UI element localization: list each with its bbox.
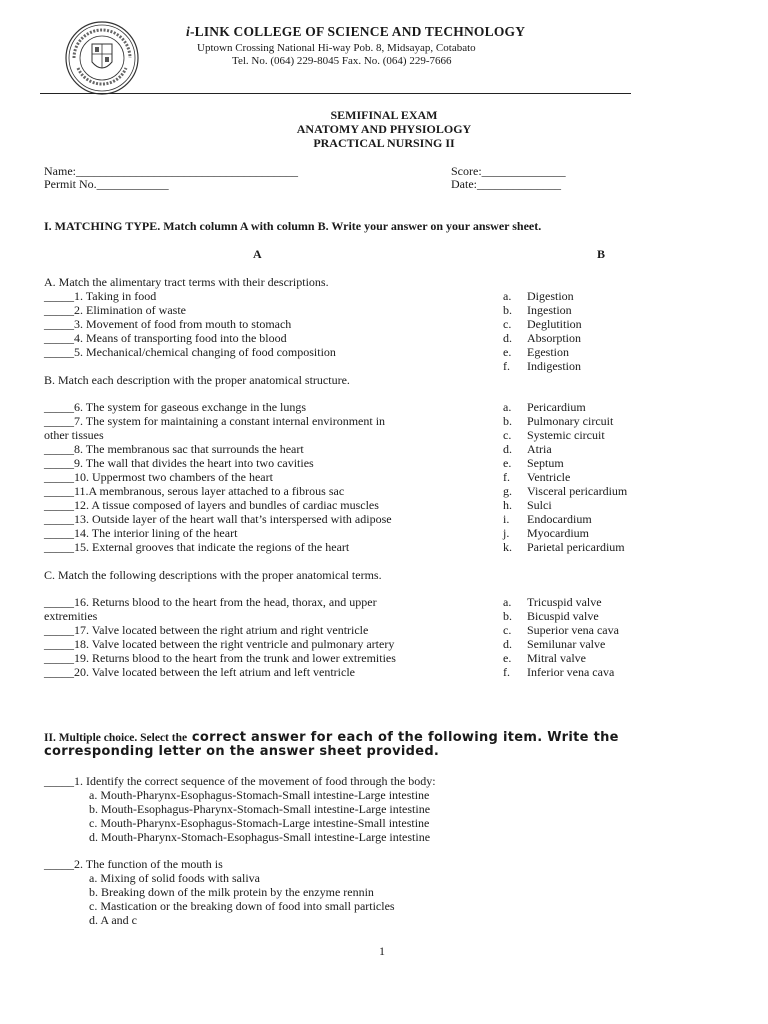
name-field[interactable]: Name:_____________________________________	[44, 164, 298, 178]
choice-text: Deglutition	[527, 317, 582, 331]
choice-text: Superior vena cava	[527, 623, 619, 637]
choice-letter: f.	[503, 470, 510, 484]
list-item: _____6. The system for gaseous exchange in the lungs	[44, 400, 307, 414]
question-stem: _____1. Identify the correct sequence of the movement of food through the body:	[44, 774, 436, 788]
choice-text: Visceral pericardium	[527, 484, 628, 498]
college-name-rest: -LINK COLLEGE OF SCIENCE AND TECHNOLOGY	[189, 24, 526, 39]
part1-title: I. MATCHING TYPE. Match column A with column B. Write your answer on your answer sheet.	[44, 219, 542, 233]
list-item: _____11.A membranous, serous layer attached to a fibrous sac	[44, 484, 345, 498]
group-a-instruction: A. Match the alimentary tract terms with their descriptions.	[44, 275, 329, 289]
list-item: _____16. Returns blood to the heart from the head, thorax, and upper	[44, 595, 377, 609]
list-item: _____1. Taking in food	[44, 289, 157, 303]
choice-letter: e.	[503, 456, 512, 470]
exam-course: PRACTICAL NURSING II	[313, 136, 455, 150]
choice-letter: a.	[503, 289, 512, 303]
question-option: a. Mouth-Pharynx-Esophagus-Stomach-Small intestine-Large intestine	[89, 788, 430, 802]
permit-field[interactable]: Permit No.____________	[44, 177, 169, 191]
choice-letter: c.	[503, 317, 512, 331]
choice-text: Ingestion	[527, 303, 572, 317]
list-item: _____15. External grooves that indicate the regions of the heart	[44, 540, 350, 554]
choice-text: Absorption	[527, 331, 581, 345]
header-divider	[40, 93, 631, 94]
choice-text: Endocardium	[527, 512, 592, 526]
choice-text: Semilunar valve	[527, 637, 606, 651]
group-c-instruction: C. Match the following descriptions with the proper anatomical terms.	[44, 568, 382, 582]
list-item: _____13. Outside layer of the heart wall that’s interspersed with adipose	[44, 512, 392, 526]
choice-letter: i.	[503, 512, 510, 526]
choice-text: Myocardium	[527, 526, 589, 540]
choice-text: Egestion	[527, 345, 569, 359]
question-option: d. A and c	[89, 913, 137, 927]
choice-letter: c.	[503, 428, 512, 442]
choice-letter: e.	[503, 651, 512, 665]
part2-title-line2: corresponding letter on the answer sheet provided.	[44, 744, 440, 759]
choice-text: Pericardium	[527, 400, 586, 414]
choice-text: Systemic circuit	[527, 428, 605, 442]
part2-title-rest: correct answer for each of the following item. Write the	[187, 730, 619, 745]
question-option: b. Breaking down of the milk protein by the enzyme rennin	[89, 885, 374, 899]
list-item: _____17. Valve located between the right atrium and right ventricle	[44, 623, 369, 637]
list-item: _____14. The interior lining of the heart	[44, 526, 238, 540]
college-name	[186, 24, 525, 40]
list-item: _____3. Movement of food from mouth to stomach	[44, 317, 292, 331]
list-item: _____18. Valve located between the right ventricle and pulmonary artery	[44, 637, 395, 651]
list-item: _____4. Means of transporting food into the blood	[44, 331, 287, 345]
list-item: _____5. Mechanical/chemical changing of food composition	[44, 345, 336, 359]
choice-letter: f.	[503, 359, 510, 373]
choice-text: Inferior vena cava	[527, 665, 615, 679]
exam-title: SEMIFINAL EXAM	[330, 108, 438, 122]
choice-text: Ventricle	[527, 470, 571, 484]
list-item: other tissues	[44, 428, 104, 442]
choice-letter: d.	[503, 331, 512, 345]
choice-text: Indigestion	[527, 359, 581, 373]
list-item: _____8. The membranous sac that surrounds the heart	[44, 442, 304, 456]
choice-letter: d.	[503, 637, 512, 651]
choice-letter: d.	[503, 442, 512, 456]
question-option: c. Mastication or the breaking down of food into small particles	[89, 899, 395, 913]
choice-text: Mitral valve	[527, 651, 586, 665]
college-address: Uptown Crossing National Hi-way Pob. 8, Midsayap, Cotabato	[197, 42, 476, 54]
choice-text: Sulci	[527, 498, 552, 512]
choice-letter: a.	[503, 595, 512, 609]
question-option: d. Mouth-Pharynx-Stomach-Esophagus-Small intestine-Large intestine	[89, 830, 431, 844]
question-option: b. Mouth-Esophagus-Pharynx-Stomach-Small intestine-Large intestine	[89, 802, 431, 816]
list-item: _____19. Returns blood to the heart from the trunk and lower extremities	[44, 651, 396, 665]
list-item: _____20. Valve located between the left atrium and left ventricle	[44, 665, 355, 679]
list-item: extremities	[44, 609, 98, 623]
list-item: _____9. The wall that divides the heart into two cavities	[44, 456, 314, 470]
column-b-heading: B	[597, 247, 606, 261]
exam-subject: ANATOMY AND PHYSIOLOGY	[296, 122, 472, 136]
column-a-heading: A	[253, 247, 262, 261]
choice-letter: h.	[503, 498, 512, 512]
choice-letter: a.	[503, 400, 512, 414]
choice-text: Parietal pericardium	[527, 540, 625, 554]
choice-text: Atria	[527, 442, 552, 456]
choice-letter: f.	[503, 665, 510, 679]
choice-letter: e.	[503, 345, 512, 359]
choice-letter: k.	[503, 540, 512, 554]
question-option: c. Mouth-Pharynx-Esophagus-Stomach-Large intestine-Small intestine	[89, 816, 430, 830]
choice-letter: b.	[503, 303, 512, 317]
list-item: _____7. The system for maintaining a constant internal environment in	[44, 414, 386, 428]
college-name-prefix: i	[186, 24, 190, 39]
college-phone: Tel. No. (064) 229-8045 Fax. No. (064) 229-7666	[232, 55, 452, 67]
score-field[interactable]: Score:______________	[451, 164, 566, 178]
choice-text: Tricuspid valve	[527, 595, 602, 609]
date-field[interactable]: Date:______________	[451, 177, 561, 191]
choice-letter: c.	[503, 623, 512, 637]
page-number: 1	[379, 944, 385, 958]
list-item: _____12. A tissue composed of layers and bundles of cardiac muscles	[44, 498, 379, 512]
list-item: _____2. Elimination of waste	[44, 303, 186, 317]
choice-text: Bicuspid valve	[527, 609, 599, 623]
choice-text: Pulmonary circuit	[527, 414, 614, 428]
choice-text: Digestion	[527, 289, 574, 303]
question-option: a. Mixing of solid foods with saliva	[89, 871, 260, 885]
college-seal-logo	[64, 20, 140, 96]
choice-letter: g.	[503, 484, 512, 498]
list-item: _____10. Uppermost two chambers of the heart	[44, 470, 273, 484]
choice-letter: b.	[503, 414, 512, 428]
choice-letter: b.	[503, 609, 512, 623]
choice-letter: j.	[503, 526, 510, 540]
question-stem: _____2. The function of the mouth is	[44, 857, 223, 871]
part2-title-bold: II. Multiple choice. Select the	[44, 732, 188, 744]
choice-text: Septum	[527, 456, 564, 470]
group-b-instruction: B. Match each description with the proper anatomical structure.	[44, 373, 350, 387]
